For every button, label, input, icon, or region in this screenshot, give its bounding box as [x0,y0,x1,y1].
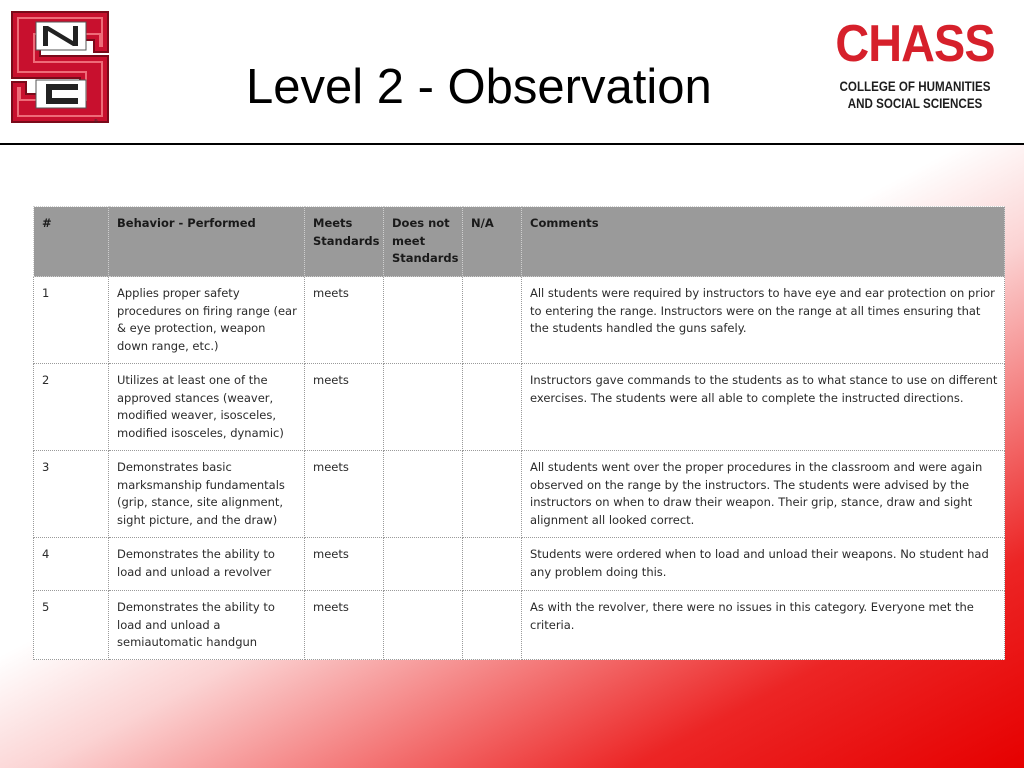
table-row [34,277,1005,364]
chass-subtitle-line-2: AND SOCIAL SCIENCES [847,96,983,111]
header-comments: Comments [522,207,1005,277]
chass-logo [820,15,1010,112]
slide-title: Level 2 - Observation [246,60,712,114]
does-not-meet-cell [384,538,463,591]
meets-cell: meets [305,591,384,660]
does-not-meet-cell [384,277,463,364]
row-number: 4 [34,538,109,591]
behavior-cell: Applies proper safety procedures on firing range (ear & eye protection, weapon down range, etc.) [109,277,305,364]
row-number: 2 [34,364,109,451]
header-divider [0,143,1024,145]
na-cell [463,277,522,364]
comments-cell: Instructors gave commands to the students as to what stance to use on different exercises. The students were all able to complete the instructed directions. [522,364,1005,451]
registered-mark: ® [94,119,98,125]
behavior-cell: Demonstrates the ability to load and unload a semiautomatic handgun [109,591,305,660]
behavior-cell: Utilizes at least one of the approved stances (weaver, modified weaver, isosceles, modified isosceles, dynamic) [109,364,305,451]
comments-cell: All students went over the proper procedures in the classroom and were again observed on the range by the instructors. The students were advised by the instructors on when to draw their weapon. Their grip, stance, draw and sight alignment all looked correct. [522,451,1005,538]
na-cell [463,538,522,591]
row-number: 1 [34,277,109,364]
na-cell [463,364,522,451]
does-not-meet-cell [384,451,463,538]
nc-state-block-s-logo-icon [10,8,110,126]
header-does-not-meet: Does not meet Standards [384,207,463,277]
behavior-cell: Demonstrates basic marksmanship fundamentals (grip, stance, site alignment, sight picture, and the draw) [109,451,305,538]
meets-cell: meets [305,538,384,591]
observation-table [33,206,1005,660]
row-number: 3 [34,451,109,538]
behavior-cell: Demonstrates the ability to load and unload a revolver [109,538,305,591]
comments-cell: All students were required by instructors to have eye and ear protection on prior to entering the range. Instructors were on the range at all times ensuring that the students handled the guns safely. [522,277,1005,364]
chass-subtitle-line-1: COLLEGE OF HUMANITIES [839,79,991,94]
meets-cell: meets [305,364,384,451]
meets-cell: meets [305,277,384,364]
does-not-meet-cell [384,591,463,660]
slide-header [0,0,1024,144]
header-behavior: Behavior - Performed [109,207,305,277]
header-na: N/A [463,207,522,277]
table-row [34,364,1005,451]
table-row [34,451,1005,538]
table-header-row [34,207,1005,277]
does-not-meet-cell [384,364,463,451]
table-row [34,591,1005,660]
na-cell [463,451,522,538]
comments-cell: As with the revolver, there were no issues in this category. Everyone met the criteria. [522,591,1005,660]
header-meets-standards: Meets Standards [305,207,384,277]
row-number: 5 [34,591,109,660]
comments-cell: Students were ordered when to load and unload their weapons. No student had any problem doing this. [522,538,1005,591]
chass-wordmark: CHASS [835,15,995,73]
table-row [34,538,1005,591]
header-number: # [34,207,109,277]
na-cell [463,591,522,660]
meets-cell: meets [305,451,384,538]
